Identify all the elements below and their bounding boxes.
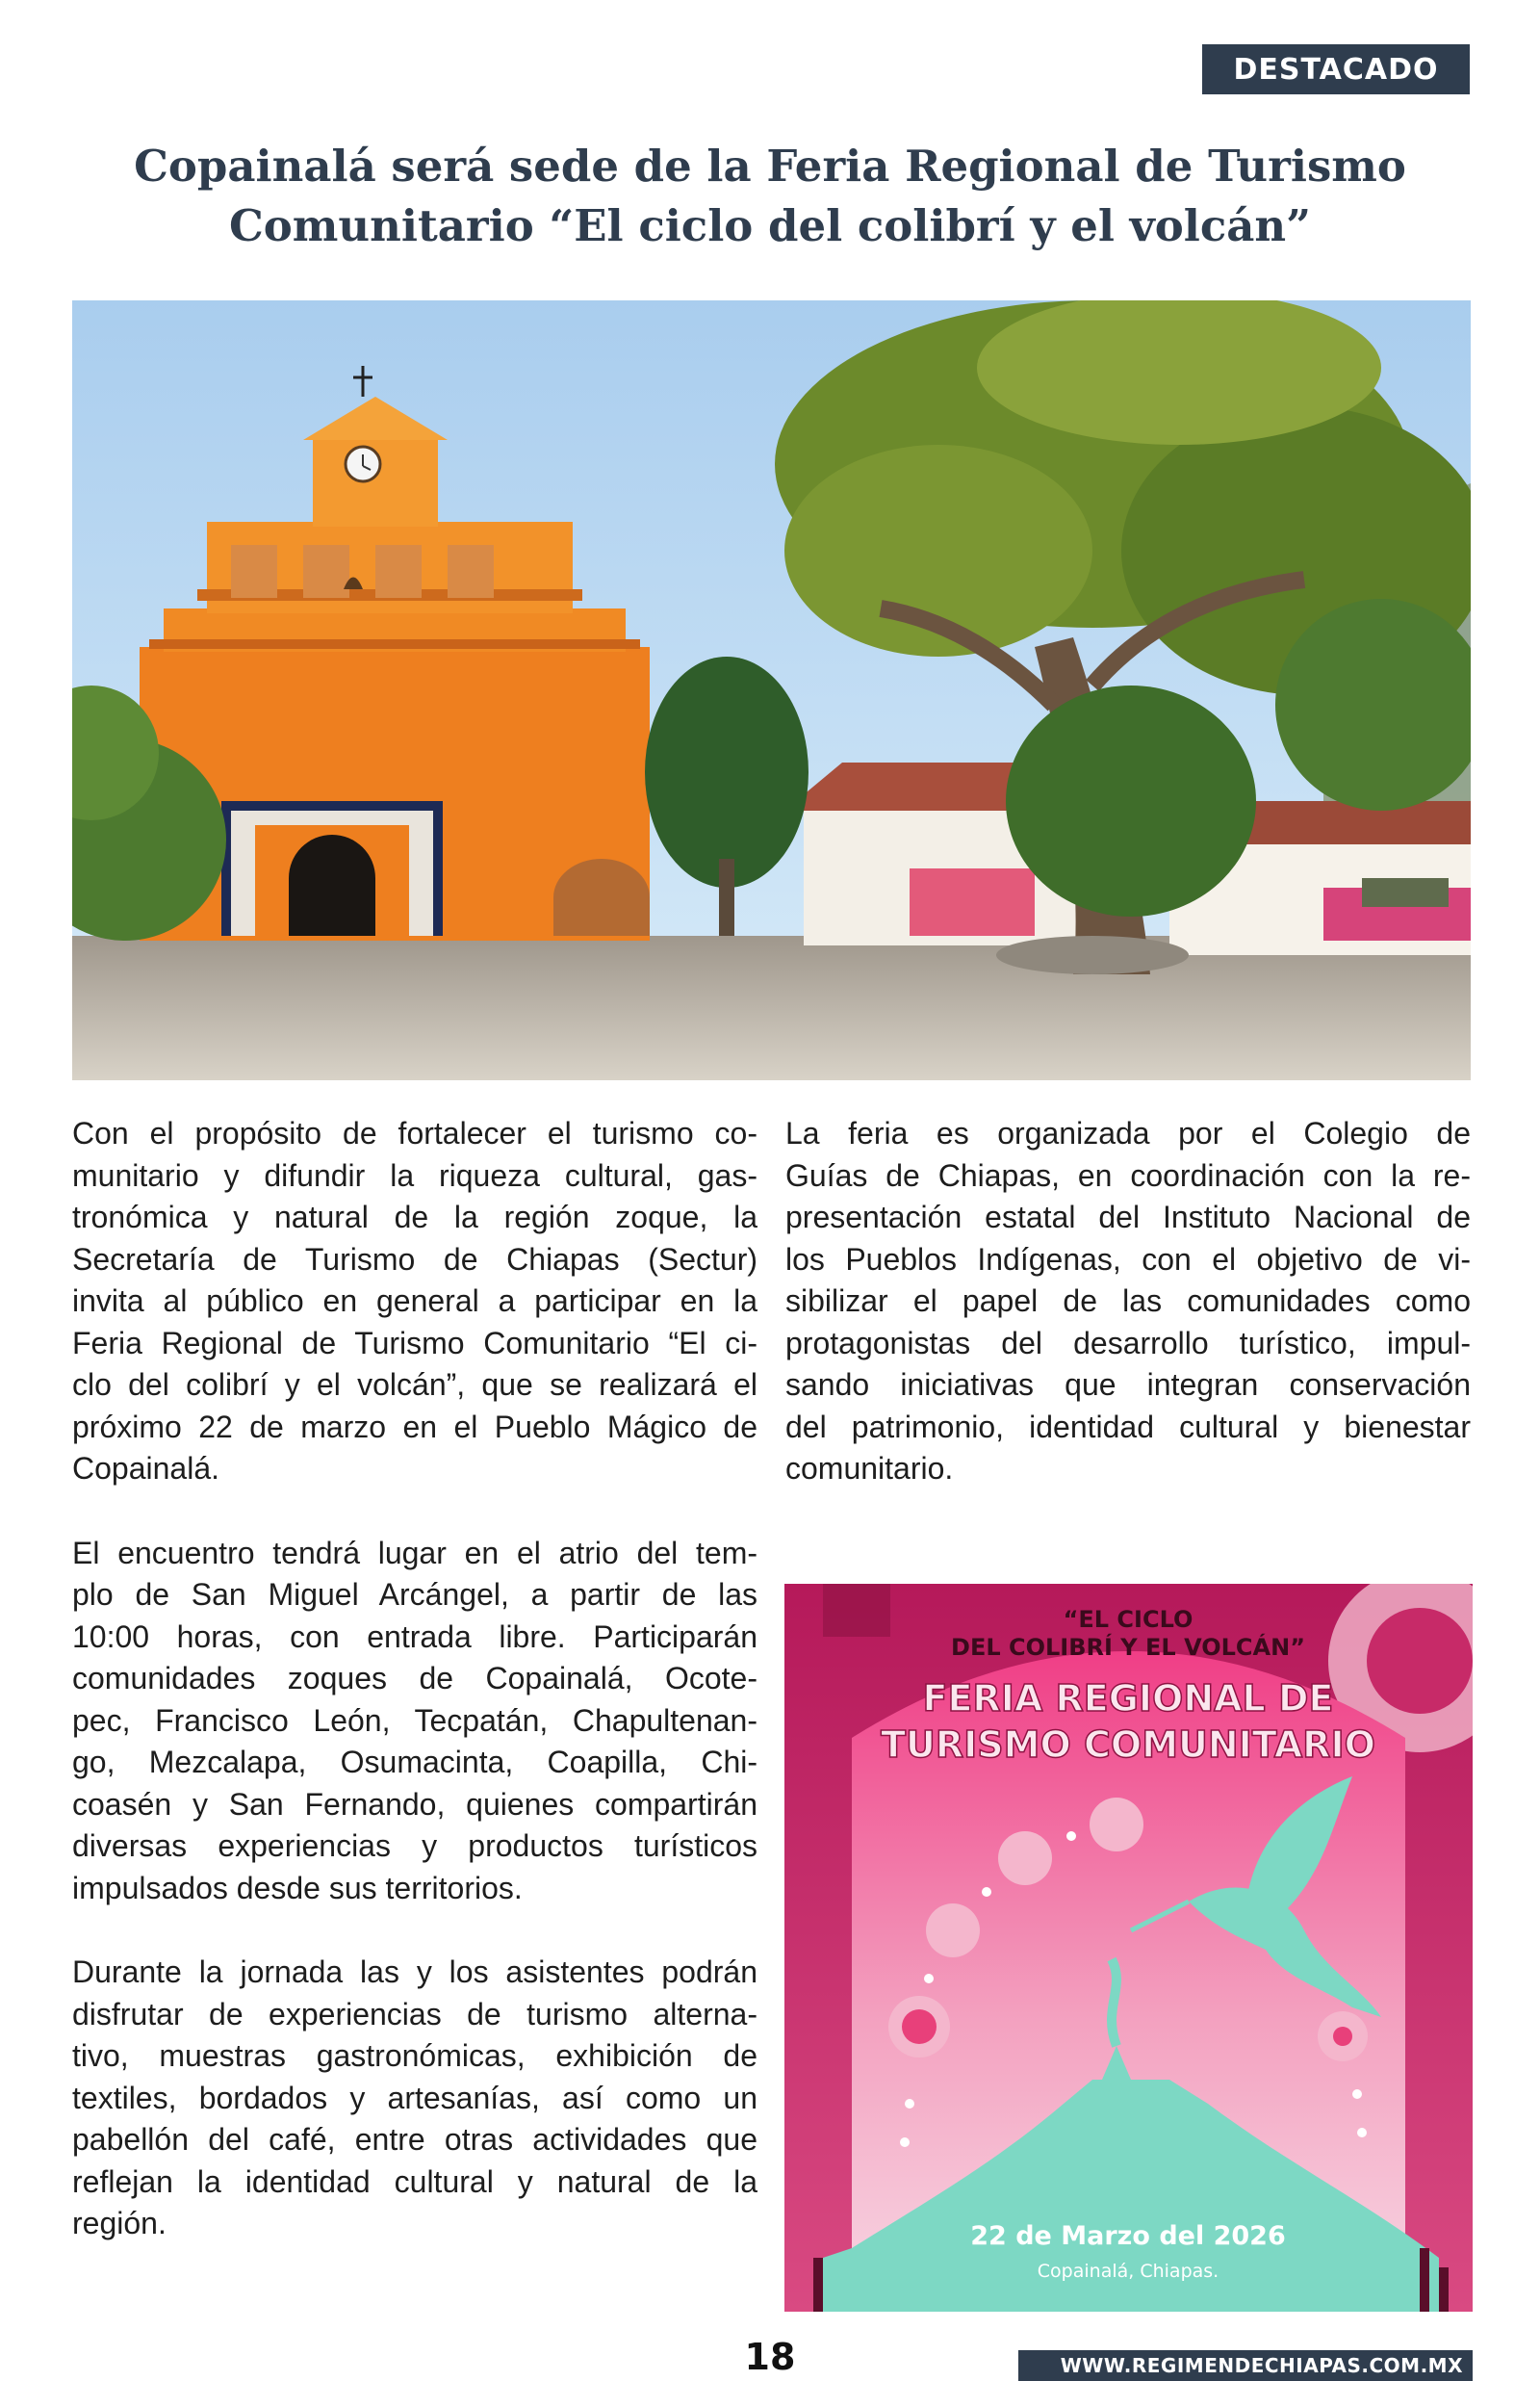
poster-date: 22 de Marzo del 2026 (970, 2221, 1286, 2251)
poster-subtitle-2: DEL COLIBRÍ Y EL VOLCÁN” (951, 1634, 1305, 1661)
paragraph (72, 1113, 757, 1490)
website-footer (1018, 2350, 1473, 2381)
text-line: textiles, bordados y artesanías, así como un (72, 2080, 757, 2115)
text-line: clo del colibrí y el volcán”, que se realizará el (72, 1367, 757, 1402)
text-line: presentación estatal del Instituto Nacional de (785, 1200, 1471, 1234)
text-line: La feria es organizada por el Colegio de (785, 1116, 1471, 1151)
text-line: región. (72, 2206, 167, 2240)
text-line: munitario y difundir la riqueza cultural, gas- (72, 1157, 757, 1193)
text-line: los Pueblos Indígenas, con el objetivo de vi- (785, 1241, 1471, 1277)
article-left-column (72, 1113, 757, 2245)
poster-title-2: TURISMO COMUNITARIO (881, 1723, 1375, 1766)
text-line: sando iniciativas que integran conservación (785, 1367, 1471, 1402)
text-line: 10:00 horas, con entrada libre. Participarán (72, 1618, 757, 1654)
text-line: El encuentro tendrá lugar en el atrio del tem- (72, 1535, 757, 1570)
poster-title-1: FERIA REGIONAL DE (922, 1677, 1334, 1720)
text-line: coasén y San Fernando, quienes compartirán (72, 1786, 757, 1822)
text-line: disfrutar de experiencias de turismo alterna- (72, 1996, 757, 2032)
page-number: 18 (744, 2336, 796, 2378)
text-line: Secretaría de Turismo de Chiapas (Sectur) (72, 1241, 757, 1277)
text-line: sibilizar el papel de las comunidades como (785, 1283, 1471, 1318)
event-poster (784, 1584, 1473, 2312)
text-line: pabellón del café, entre otras actividades que (72, 2122, 757, 2157)
article-title (116, 137, 1424, 256)
text-line: invita al público en general a participar en la (72, 1283, 757, 1318)
text-line: plo de San Miguel Arcángel, a partir de las (72, 1577, 757, 1612)
text-line: comunidades zoques de Copainalá, Ocote- (72, 1661, 757, 1695)
text-line: Con el propósito de fortalecer el turismo co- (72, 1116, 757, 1151)
poster-subtitle-1: “EL CICLO (1063, 1606, 1194, 1633)
title-line: Comunitario “El ciclo del colibrí y el volcán” (228, 200, 1312, 251)
article-right-column (785, 1113, 1471, 1490)
section-badge: DESTACADO (1202, 44, 1470, 94)
website-url: WWW.REGIMENDECHIAPAS.COM.MX (1060, 2354, 1463, 2377)
text-line: próximo 22 de marzo en el Pueblo Mágico de (72, 1409, 757, 1444)
church-photo (72, 300, 1471, 1080)
title-line: Copainalá será sede de la Feria Regional de Turismo (134, 141, 1406, 192)
text-line: del patrimonio, identidad cultural y bienestar (785, 1409, 1471, 1444)
paragraph (785, 1113, 1471, 1490)
text-line: tronómica y natural de la región zoque, la (72, 1200, 757, 1234)
text-line: diversas experiencias y productos turísticos (72, 1828, 757, 1863)
text-line: Durante la jornada las y los asistentes podrán (72, 1954, 757, 1989)
text-line: pec, Francisco León, Tecpatán, Chapultenan- (72, 1702, 757, 1738)
text-line: Copainalá. (72, 1451, 219, 1486)
text-line: impulsados desde sus territorios. (72, 1870, 523, 1905)
text-line: protagonistas del desarrollo turístico, impul- (785, 1325, 1471, 1360)
text-line: tivo, muestras gastronómicas, exhibición de (72, 2038, 757, 2073)
paragraph (72, 1952, 757, 2245)
text-line: Feria Regional de Turismo Comunitario “El ci- (72, 1325, 757, 1360)
text-line: go, Mezcalapa, Osumacinta, Coapilla, Chi- (72, 1745, 757, 1779)
text-line: reflejan la identidad cultural y natural de la (72, 2163, 757, 2199)
poster-place: Copainalá, Chiapas. (1037, 2261, 1219, 2282)
paragraph (72, 1533, 757, 1910)
text-line: comunitario. (785, 1451, 954, 1486)
text-line: Guías de Chiapas, en coordinación con la re- (785, 1157, 1471, 1193)
